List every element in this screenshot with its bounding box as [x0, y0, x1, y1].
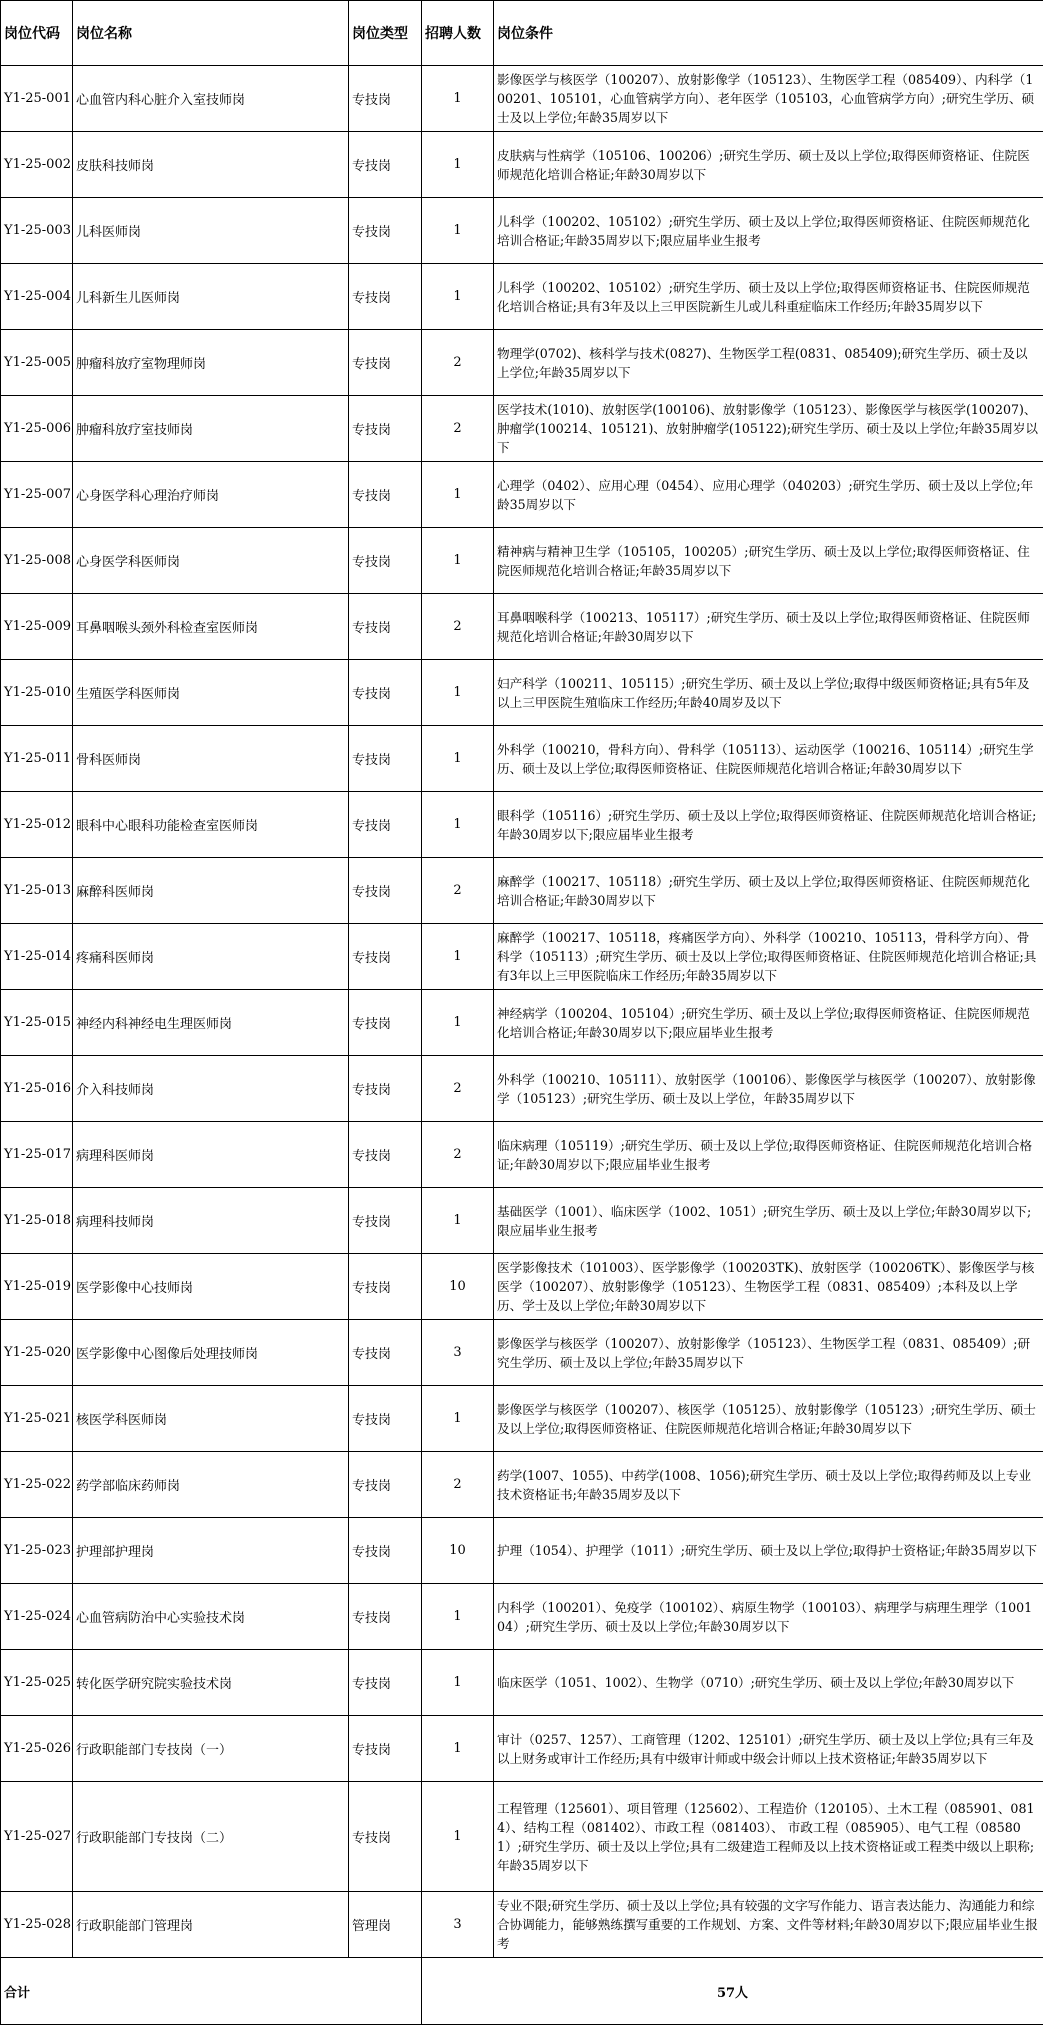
hire-count: 1: [422, 1650, 494, 1716]
position-name: 肿瘤科放疗室技师岗: [73, 396, 349, 462]
position-code: Y1-25-028: [1, 1892, 73, 1958]
hire-count: 1: [422, 198, 494, 264]
table-row: [1, 66, 1043, 132]
position-conditions: 儿科学（100202、105102）;研究生学历、硕士及以上学位;取得医师资格证、住院医师规范化培训合格证;年龄35周岁以下;限应届毕业生报考: [494, 198, 1043, 264]
position-code: Y1-25-007: [1, 462, 73, 528]
position-conditions: 外科学（100210、105111）、放射医学（100106）、影像医学与核医学（100207）、放射影像学（105123）;研究生学历、硕士及以上学位，年龄35周岁以下: [494, 1056, 1043, 1122]
hire-count: 1: [422, 264, 494, 330]
position-conditions: 心理学（0402）、应用心理（0454）、应用心理学（040203）;研究生学历、硕士及以上学位;年龄35周岁以下: [494, 462, 1043, 528]
position-conditions: 神经病学（100204、105104）;研究生学历、硕士及以上学位;取得医师资格证、住院医师规范化培训合格证;年龄30周岁以下;限应届毕业生报考: [494, 990, 1043, 1056]
position-conditions: 麻醉学（100217、105118，疼痛医学方向）、外科学（100210、105113，骨科学方向）、骨科学（105113）;研究生学历、硕士及以上学位;取得医师资格证、住院医师规范化培训合格证;具有3年以上三甲医院临床工作经历;年龄35周岁以下: [494, 924, 1043, 990]
table-row: [1, 264, 1043, 330]
table-row: [1, 1386, 1043, 1452]
position-code: Y1-25-002: [1, 132, 73, 198]
position-conditions: 基础医学（1001）、临床医学（1002、1051）;研究生学历、硕士及以上学位;年龄30周岁以下;限应届毕业生报考: [494, 1188, 1043, 1254]
total-value: 57人: [422, 1958, 1043, 2025]
header-row: [1, 1, 1043, 66]
position-code: Y1-25-006: [1, 396, 73, 462]
table-row: [1, 1320, 1043, 1386]
position-type: 管理岗: [349, 1892, 422, 1958]
table-row: [1, 528, 1043, 594]
total-label: 合计: [1, 1958, 422, 2025]
table-row: [1, 1122, 1043, 1188]
position-conditions: 儿科学（100202、105102）;研究生学历、硕士及以上学位;取得医师资格证书、住院医师规范化培训合格证;具有3年及以上三甲医院新生儿或儿科重症临床工作经历;年龄35周岁以下: [494, 264, 1043, 330]
position-type: 专技岗: [349, 1122, 422, 1188]
position-name: 神经内科神经电生理医师岗: [73, 990, 349, 1056]
position-type: 专技岗: [349, 1320, 422, 1386]
position-name: 医学影像中心图像后处理技师岗: [73, 1320, 349, 1386]
position-code: Y1-25-005: [1, 330, 73, 396]
position-conditions: 工程管理（125601）、项目管理（125602）、工程造价（120105）、土木工程（085901、0814）、结构工程（081402）、市政工程（081403）、 市政工程（085905）、电气工程（085801）;研究生学历、硕士及以上学位;具有二级建造工程师及以上技术资格证或工程类中级以上职称;年龄35周岁以下: [494, 1782, 1043, 1892]
table-row: [1, 1254, 1043, 1320]
position-type: 专技岗: [349, 528, 422, 594]
position-conditions: 麻醉学（100217、105118）;研究生学历、硕士及以上学位;取得医师资格证、住院医师规范化培训合格证;年龄30周岁以下: [494, 858, 1043, 924]
position-code: Y1-25-022: [1, 1452, 73, 1518]
position-conditions: 精神病与精神卫生学（105105，100205）;研究生学历、硕士及以上学位;取得医师资格证、住院医师规范化培训合格证;年龄35周岁以下: [494, 528, 1043, 594]
hire-count: 2: [422, 1056, 494, 1122]
hire-count: 1: [422, 660, 494, 726]
position-code: Y1-25-013: [1, 858, 73, 924]
position-type: 专技岗: [349, 198, 422, 264]
position-name: 疼痛科医师岗: [73, 924, 349, 990]
hire-count: 1: [422, 66, 494, 132]
position-code: Y1-25-009: [1, 594, 73, 660]
table-body: [1, 66, 1043, 1958]
position-code: Y1-25-001: [1, 66, 73, 132]
position-type: 专技岗: [349, 1518, 422, 1584]
position-code: Y1-25-018: [1, 1188, 73, 1254]
hire-count: 2: [422, 858, 494, 924]
position-type: 专技岗: [349, 1188, 422, 1254]
table-row: [1, 1188, 1043, 1254]
position-conditions: 专业不限;研究生学历、硕士及以上学位;具有较强的文字写作能力、语言表达能力、沟通能力和综合协调能力，能够熟练撰写重要的工作规划、方案、文件等材料;年龄30周岁以下;限应届毕业生报考: [494, 1892, 1043, 1958]
table-row: [1, 1716, 1043, 1782]
position-name: 心身医学科医师岗: [73, 528, 349, 594]
table-row: [1, 462, 1043, 528]
hire-count: 1: [422, 1716, 494, 1782]
hire-count: 2: [422, 1452, 494, 1518]
hire-count: 1: [422, 132, 494, 198]
position-code: Y1-25-026: [1, 1716, 73, 1782]
table-row: [1, 1650, 1043, 1716]
position-type: 专技岗: [349, 1056, 422, 1122]
position-conditions: 耳鼻咽喉科学（100213、105117）;研究生学历、硕士及以上学位;取得医师资格证、住院医师规范化培训合格证;年龄30周岁以下: [494, 594, 1043, 660]
hire-count: 1: [422, 1782, 494, 1892]
position-code: Y1-25-019: [1, 1254, 73, 1320]
position-name: 儿科新生儿医师岗: [73, 264, 349, 330]
hire-count: 3: [422, 1320, 494, 1386]
position-name: 药学部临床药师岗: [73, 1452, 349, 1518]
table-row: [1, 660, 1043, 726]
position-type: 专技岗: [349, 594, 422, 660]
position-conditions: 护理（1054）、护理学（1011）;研究生学历、硕士及以上学位;取得护士资格证;年龄35周岁以下: [494, 1518, 1043, 1584]
position-type: 专技岗: [349, 1584, 422, 1650]
position-conditions: 审计（0257、1257）、工商管理（1202、125101）;研究生学历、硕士及以上学位;具有三年及以上财务或审计工作经历;具有中级审计师或中级会计师以上技术资格证;年龄35周岁以下: [494, 1716, 1043, 1782]
position-conditions: 影像医学与核医学（100207）、核医学（105125）、放射影像学（105123）;研究生学历、硕士及以上学位;取得医师资格证、住院医师规范化培训合格证;年龄30周岁以下: [494, 1386, 1043, 1452]
position-type: 专技岗: [349, 1782, 422, 1892]
hire-count: 10: [422, 1518, 494, 1584]
hire-count: 1: [422, 726, 494, 792]
position-name: 行政职能部门专技岗（一）: [73, 1716, 349, 1782]
hire-count: 3: [422, 1892, 494, 1958]
position-name: 眼科中心眼科功能检查室医师岗: [73, 792, 349, 858]
hire-count: 1: [422, 1386, 494, 1452]
position-code: Y1-25-004: [1, 264, 73, 330]
position-name: 行政职能部门管理岗: [73, 1892, 349, 1958]
position-conditions: 物理学(0702)、核科学与技术(0827)、生物医学工程(0831、085409);研究生学历、硕士及以上学位;年龄35周岁以下: [494, 330, 1043, 396]
position-code: Y1-25-010: [1, 660, 73, 726]
position-name: 生殖医学科医师岗: [73, 660, 349, 726]
position-type: 专技岗: [349, 792, 422, 858]
position-type: 专技岗: [349, 330, 422, 396]
position-name: 核医学科医师岗: [73, 1386, 349, 1452]
position-code: Y1-25-021: [1, 1386, 73, 1452]
position-name: 转化医学研究院实验技术岗: [73, 1650, 349, 1716]
position-name: 病理科医师岗: [73, 1122, 349, 1188]
header-name: 岗位名称: [73, 1, 349, 66]
position-type: 专技岗: [349, 132, 422, 198]
table-row: [1, 990, 1043, 1056]
position-conditions: 临床病理（105119）;研究生学历、硕士及以上学位;取得医师资格证、住院医师规范化培训合格证;年龄30周岁以下;限应届毕业生报考: [494, 1122, 1043, 1188]
position-code: Y1-25-003: [1, 198, 73, 264]
hire-count: 2: [422, 396, 494, 462]
position-name: 心血管病防治中心实验技术岗: [73, 1584, 349, 1650]
table-row: [1, 1056, 1043, 1122]
position-name: 儿科医师岗: [73, 198, 349, 264]
position-code: Y1-25-017: [1, 1122, 73, 1188]
position-code: Y1-25-027: [1, 1782, 73, 1892]
position-type: 专技岗: [349, 462, 422, 528]
hire-count: 2: [422, 1122, 494, 1188]
table-row: [1, 330, 1043, 396]
table-row: [1, 858, 1043, 924]
hire-count: 1: [422, 462, 494, 528]
hire-count: 2: [422, 330, 494, 396]
position-conditions: 外科学（100210，骨科方向）、骨科学（105113）、运动医学（100216、105114）;研究生学历、硕士及以上学位;取得医师资格证、住院医师规范化培训合格证;年龄30周岁以下: [494, 726, 1043, 792]
table-row: [1, 132, 1043, 198]
position-conditions: 影像医学与核医学（100207）、放射影像学（105123）、生物医学工程（085409）、内科学（100201、105101，心血管病学方向）、老年医学（105103，心血管病学方向）;研究生学历、硕士及以上学位;年龄35周岁以下: [494, 66, 1043, 132]
position-conditions: 眼科学（105116）;研究生学历、硕士及以上学位;取得医师资格证、住院医师规范化培训合格证;年龄30周岁以下;限应届毕业生报考: [494, 792, 1043, 858]
table-row: [1, 1892, 1043, 1958]
position-name: 行政职能部门专技岗（二）: [73, 1782, 349, 1892]
position-conditions: 临床医学（1051、1002）、生物学（0710）;研究生学历、硕士及以上学位;年龄30周岁以下: [494, 1650, 1043, 1716]
table-row: [1, 1782, 1043, 1892]
hire-count: 2: [422, 594, 494, 660]
total-row: [1, 1958, 1043, 2025]
position-name: 皮肤科技师岗: [73, 132, 349, 198]
hire-count: 1: [422, 1584, 494, 1650]
position-conditions: 医学技术(1010)、放射医学(100106)、放射影像学（105123）、影像医学与核医学(100207)、肿瘤学(100214、105121)、放射肿瘤学(105122);研究生学历、硕士及以上学位;年龄35周岁以下: [494, 396, 1043, 462]
position-conditions: 皮肤病与性病学（105106、100206）;研究生学历、硕士及以上学位;取得医师资格证、住院医师规范化培训合格证;年龄30周岁以下: [494, 132, 1043, 198]
position-type: 专技岗: [349, 1386, 422, 1452]
header-count: 招聘人数: [422, 1, 494, 66]
position-conditions: 妇产科学（100211、105115）;研究生学历、硕士及以上学位;取得中级医师资格证;具有5年及以上三甲医院生殖临床工作经历;年龄40周岁及以下: [494, 660, 1043, 726]
position-name: 介入科技师岗: [73, 1056, 349, 1122]
position-code: Y1-25-016: [1, 1056, 73, 1122]
position-type: 专技岗: [349, 1650, 422, 1716]
position-code: Y1-25-014: [1, 924, 73, 990]
position-code: Y1-25-011: [1, 726, 73, 792]
hire-count: 1: [422, 1188, 494, 1254]
position-type: 专技岗: [349, 1716, 422, 1782]
position-code: Y1-25-024: [1, 1584, 73, 1650]
position-type: 专技岗: [349, 660, 422, 726]
position-name: 护理部护理岗: [73, 1518, 349, 1584]
position-conditions: 影像医学与核医学（100207）、放射影像学（105123）、生物医学工程（0831、085409）;研究生学历、硕士及以上学位;年龄35周岁以下: [494, 1320, 1043, 1386]
position-name: 医学影像中心技师岗: [73, 1254, 349, 1320]
position-type: 专技岗: [349, 990, 422, 1056]
position-type: 专技岗: [349, 924, 422, 990]
position-name: 病理科技师岗: [73, 1188, 349, 1254]
hire-count: 1: [422, 924, 494, 990]
position-type: 专技岗: [349, 858, 422, 924]
position-name: 肿瘤科放疗室物理师岗: [73, 330, 349, 396]
position-type: 专技岗: [349, 1254, 422, 1320]
table-row: [1, 792, 1043, 858]
table-row: [1, 1518, 1043, 1584]
position-name: 心血管内科心脏介入室技师岗: [73, 66, 349, 132]
position-code: Y1-25-025: [1, 1650, 73, 1716]
position-type: 专技岗: [349, 264, 422, 330]
hire-count: 1: [422, 990, 494, 1056]
position-name: 耳鼻咽喉头颈外科检查室医师岗: [73, 594, 349, 660]
position-conditions: 药学(1007、1055)、中药学(1008、1056);研究生学历、硕士及以上学位;取得药师及以上专业技术资格证书;年龄35周岁及以下: [494, 1452, 1043, 1518]
header-conditions: 岗位条件: [494, 1, 1043, 66]
table-row: [1, 924, 1043, 990]
position-conditions: 内科学（100201）、免疫学（100102）、病原生物学（100103）、病理学与病理生理学（100104）;研究生学历、硕士及以上学位;年龄30周岁以下: [494, 1584, 1043, 1650]
position-type: 专技岗: [349, 1452, 422, 1518]
position-code: Y1-25-023: [1, 1518, 73, 1584]
position-code: Y1-25-008: [1, 528, 73, 594]
position-code: Y1-25-015: [1, 990, 73, 1056]
position-name: 心身医学科心理治疗师岗: [73, 462, 349, 528]
hire-count: 10: [422, 1254, 494, 1320]
table-row: [1, 726, 1043, 792]
position-type: 专技岗: [349, 726, 422, 792]
position-conditions: 医学影像技术（101003）、医学影像学（100203TK)、放射医学（100206TK）、影像医学与核医学（100207）、放射影像学（105123）、生物医学工程（0831、085409）;本科及以上学历、学士及以上学位;年龄30周岁以下: [494, 1254, 1043, 1320]
table-row: [1, 1452, 1043, 1518]
position-name: 麻醉科医师岗: [73, 858, 349, 924]
hire-count: 1: [422, 792, 494, 858]
header-code: 岗位代码: [1, 1, 73, 66]
position-code: Y1-25-012: [1, 792, 73, 858]
position-code: Y1-25-020: [1, 1320, 73, 1386]
header-type: 岗位类型: [349, 1, 422, 66]
table-row: [1, 396, 1043, 462]
position-type: 专技岗: [349, 66, 422, 132]
table-row: [1, 1584, 1043, 1650]
table-row: [1, 594, 1043, 660]
position-name: 骨科医师岗: [73, 726, 349, 792]
hire-count: 1: [422, 528, 494, 594]
table-row: [1, 198, 1043, 264]
position-type: 专技岗: [349, 396, 422, 462]
